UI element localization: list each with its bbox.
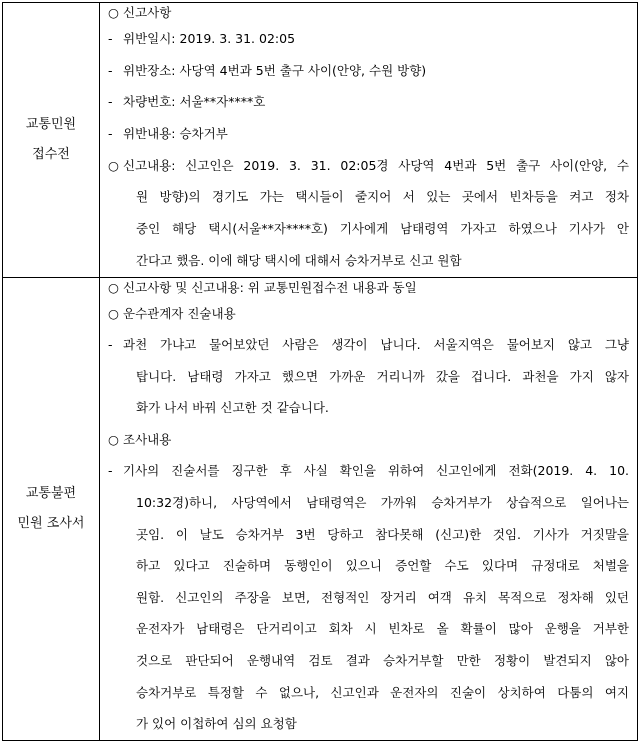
bullet-mark: - [108,126,113,142]
content-line [100,550,637,582]
content-line [100,55,637,87]
line-text: 10:32경)하니, 사당역에서 남태령역은 가까워 승차거부가 상습적으로 일어나는 [136,495,629,511]
line-text: 위반장소: 사당역 4번과 5번 출구 사이(안양, 수원 방향) [123,62,427,78]
content-line [100,86,637,118]
line-text: 운전자가 남태령은 단거리이고 회차 시 빈차로 올 확률이 많아 운행을 거부한 [136,621,629,637]
bullet-mark: - [108,62,113,78]
content-line [100,392,637,424]
content-line [100,519,637,551]
content-line [100,677,637,709]
complaint-investigation-row [3,277,638,740]
bullet-mark: - [108,94,113,110]
line-text: 원함. 신고인의 주장을 보면, 전형적인 장거리 여객 유치 목적으로 정차해 있던 [136,589,629,605]
content-line [100,582,637,614]
content-line [100,613,637,645]
content-line [100,245,637,277]
line-text: 승차거부로 특정할 수 없으나, 신고인과 운전자의 진술이 상치하여 다툼의 여지 [136,684,629,700]
line-text: 원 방향)의 경기도 가는 택시들이 줄지어 서 있는 곳에서 빈차등을 켜고 정차 [136,189,629,205]
bullet-mark: - [108,31,113,46]
line-text: 곳임. 이 날도 승차거부 3번 당하고 참다못해 (신고)한 것임. 기사가 거짓말을 [136,526,629,542]
receipt-content [100,3,638,278]
row-label-receipt [3,3,100,278]
bullet-mark: ○ [108,305,119,321]
line-text: 기사의 진술서를 징구한 후 사실 확인을 위하여 신고인에게 전화(2019. 4. 10. [123,463,629,479]
line-text: 과천 가냐고 물어보았던 사람은 생각이 납니다. 서울지역은 물어보지 않고 그냥 [123,337,629,353]
line-text: 신고사항 [123,5,172,20]
content-line [100,150,637,182]
content-line [100,298,637,330]
line-text: 화가 나서 바꿔 신고한 것 같습니다. [136,400,329,416]
line-text: 위반일시: 2019. 3. 31. 02:05 [123,31,296,46]
content-line [100,23,637,55]
content-line [100,278,637,298]
line-text: 탑니다. 남태령 가자고 했으면 가까운 거리니까 갔을 겁니다. 과천을 가지 않자 [136,368,629,384]
line-text: 운수관계자 진술내용 [123,305,236,321]
line-text: 간다고 했음. 이에 해당 택시에 대해서 승차거부로 신고 원함 [136,252,462,268]
content-line [100,213,637,245]
line-text: 가 있어 이첩하여 심의 요청함 [136,716,297,732]
bullet-mark: - [108,337,113,353]
bullet-mark: ○ [108,431,119,447]
line-text: 것으로 판단되어 운행내역 검토 결과 승차거부할 만한 정황이 발견되지 않아 [136,653,629,669]
content-line [100,3,637,23]
content-line [100,487,637,519]
line-text: 중인 해당 택시(서울**자****호) 기사에게 남태령역 가자고 하였으나 기사가 안 [136,221,629,237]
line-text: 하고 있다고 진술하며 동행인이 있으니 증언할 수도 있다며 규정대로 처벌을 [136,558,629,574]
investigation-content [100,277,638,740]
bullet-mark: - [108,463,113,479]
content-line [100,455,637,487]
document-table [2,2,638,741]
line-text: 신고내용: 신고인은 2019. 3. 31. 02:05경 사당역 4번과 5번 출구 사이(안양, 수 [123,157,629,173]
line-text: 신고사항 및 신고내용: 위 교통민원접수전 내용과 동일 [123,279,417,295]
row-label-investigation [3,277,100,740]
report-receipt-row [3,3,638,278]
label-line: 접수전 [32,146,70,162]
label-line: 교통민원 [25,116,77,132]
content-line [100,645,637,677]
content-line [100,424,637,456]
content-line [100,708,637,740]
bullet-mark: ○ [108,279,119,295]
bullet-mark: ○ [108,5,119,20]
content-line [100,118,637,150]
line-text: 차량번호: 서울**자****호 [123,94,266,110]
content-line [100,329,637,361]
content-line [100,361,637,393]
label-line: 민원 조사서 [17,515,85,531]
label-line: 교통불편 [25,485,77,501]
line-text: 조사내용 [123,431,172,447]
content-line [100,181,637,213]
line-text: 위반내용: 승차거부 [123,126,228,142]
bullet-mark: ○ [108,157,119,173]
